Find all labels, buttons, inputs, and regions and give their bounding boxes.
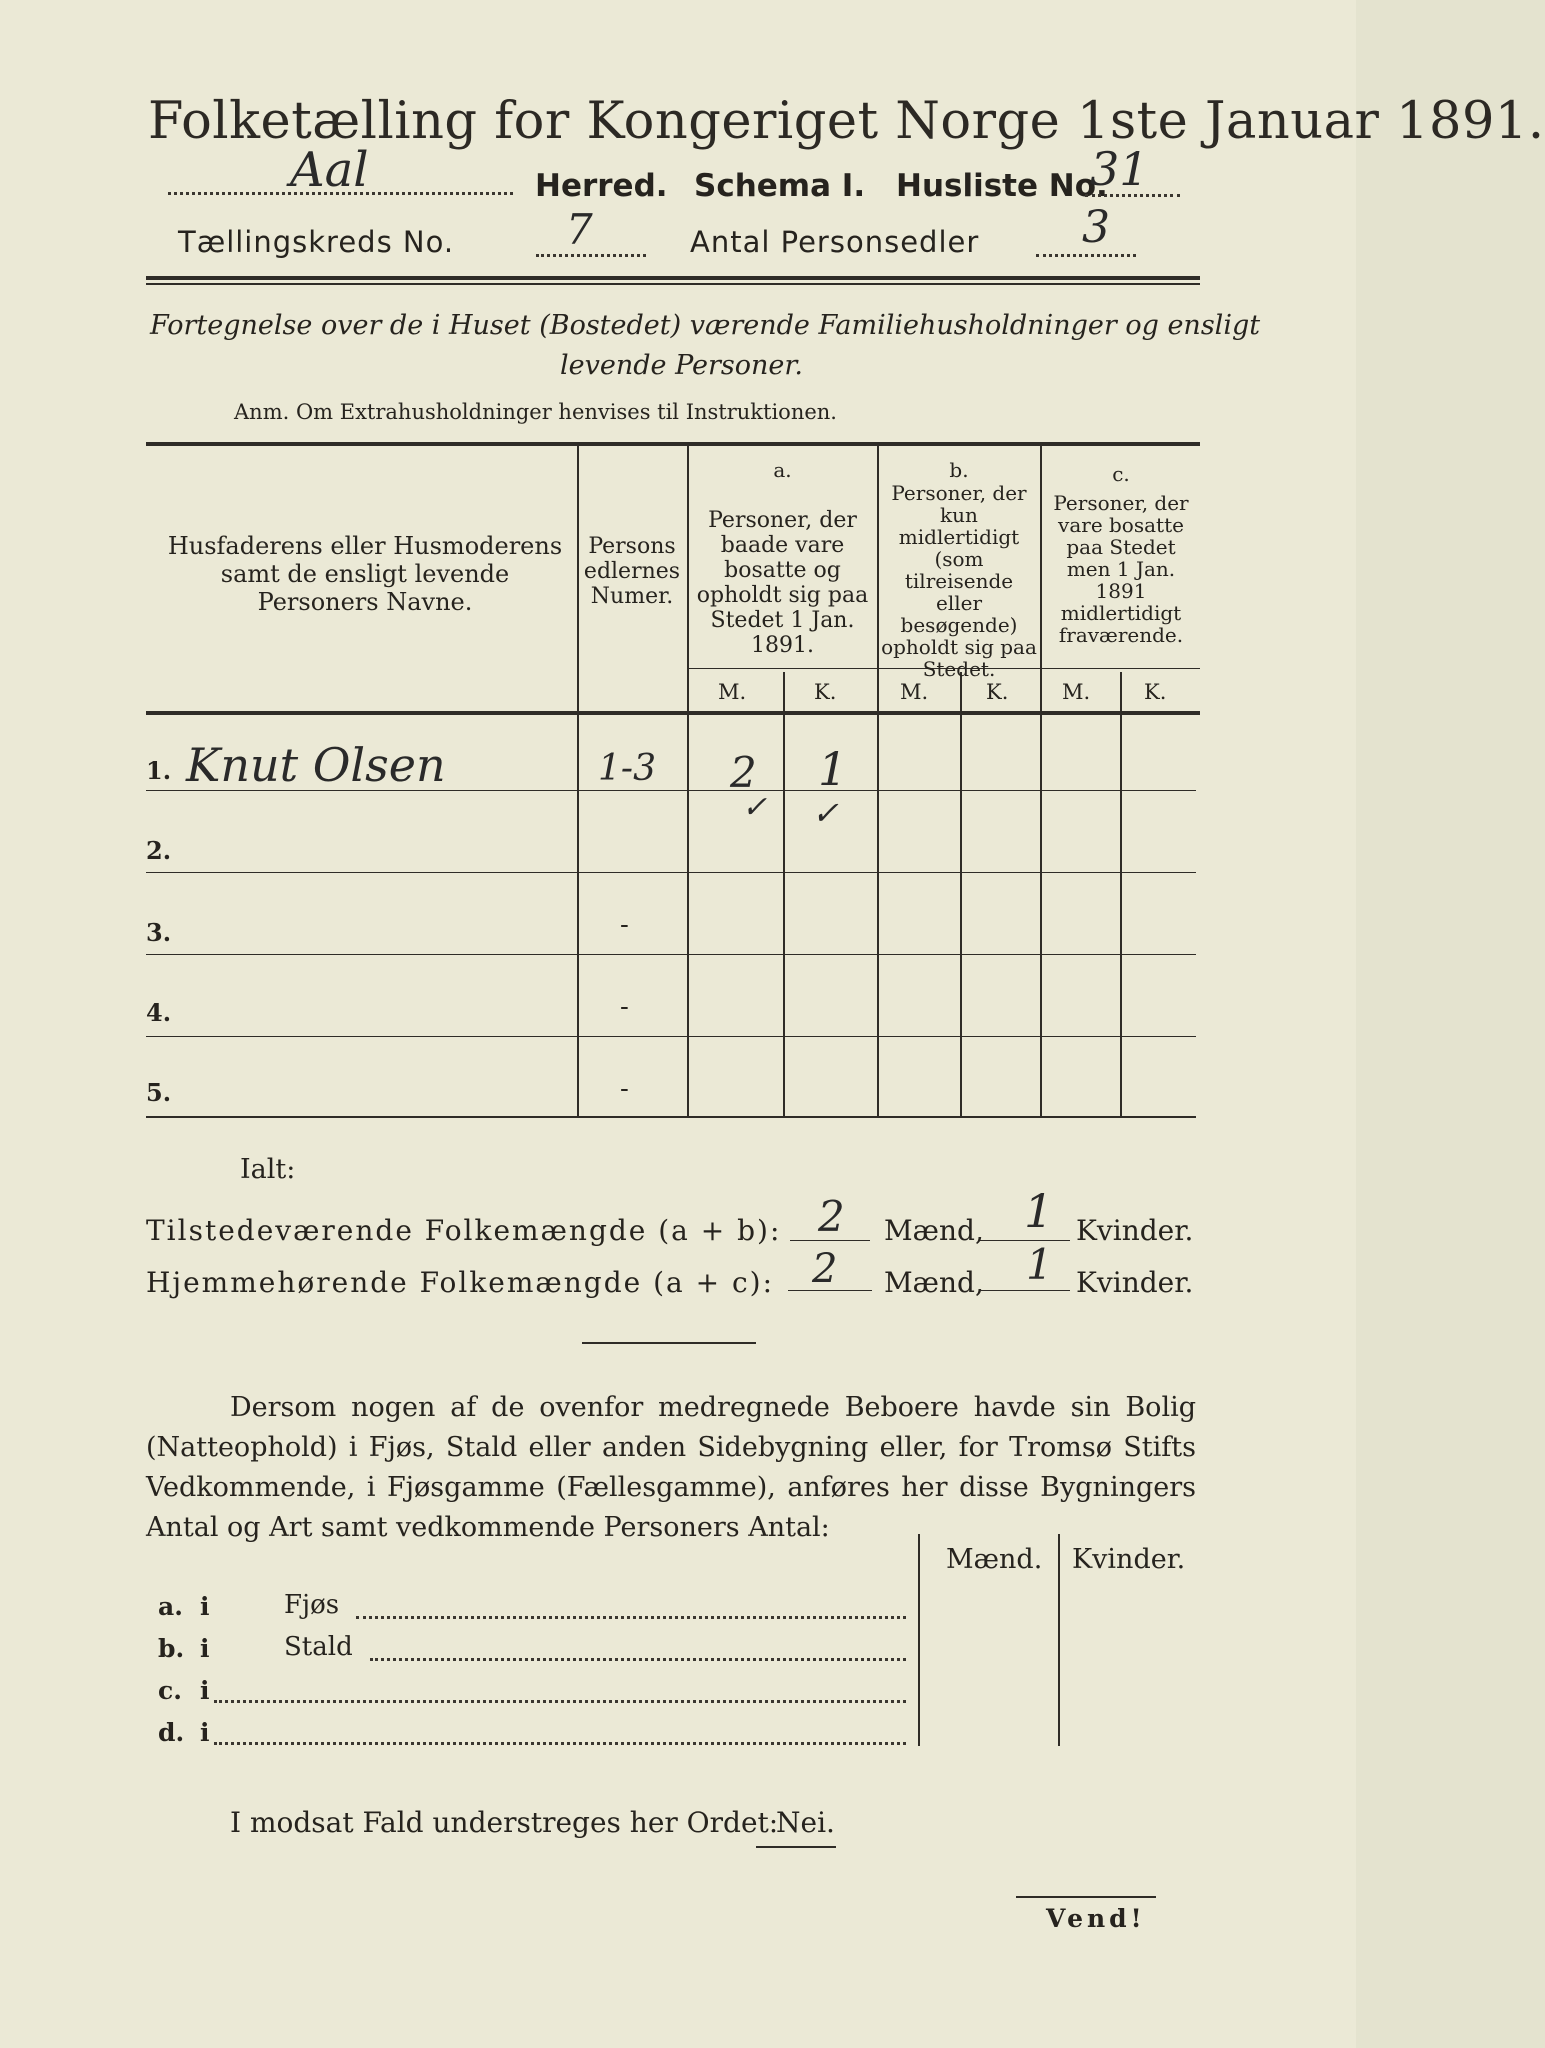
hjemme-label: Hjemmehørende Folkemængde (a + c): [146, 1266, 774, 1299]
row-personsedler-num[interactable]: - [620, 910, 629, 940]
row-a-m[interactable]: 2 [730, 748, 757, 797]
section-separator [582, 1342, 756, 1344]
row-number: 5. [146, 1078, 172, 1107]
hjemme-k-value[interactable]: 1 [1026, 1240, 1053, 1289]
anm-note: Anm. Om Extrahusholdninger henvises til Instruktionen. [234, 400, 837, 424]
vend-label: Vend! [1046, 1904, 1146, 1933]
row-number: 3. [146, 918, 172, 947]
item-letter: b. [158, 1634, 185, 1663]
row-a-k[interactable]: 1 [818, 742, 848, 796]
hjemme-k-line [980, 1290, 1070, 1291]
buildings-divider-2 [1058, 1534, 1060, 1746]
buildings-kvinder-header: Kvinder. [1072, 1544, 1186, 1575]
item-letter: a. [158, 1592, 183, 1621]
header-rule-thin [146, 283, 1200, 285]
header-a: Personer, der baade vare bosatte og opholdt sig paa Stedet 1 Jan. 1891. [696, 508, 869, 658]
col-divider-c-mk [1120, 672, 1122, 1116]
taellingskreds-label: Tællingskreds No. [178, 225, 455, 259]
item-prep: i [200, 1718, 210, 1747]
col-divider-a [877, 444, 879, 1116]
husliste-dotted-line [1085, 194, 1180, 197]
tilstede-kvinder: Kvinder. [1076, 1214, 1194, 1247]
header-names: Husfaderens eller Husmoderens samt de ensligt levende Personers Navne. [167, 532, 563, 616]
intro-line-1: Fortegnelse over de i Huset (Bostedet) værende Familiehusholdninger og ensligt [150, 310, 1261, 341]
header-rule [146, 276, 1200, 280]
row-number: 1. [146, 756, 172, 785]
row-name[interactable]: Knut Olsen [186, 738, 446, 792]
row-rule-2 [146, 872, 1196, 873]
tilstede-label: Tilstedeværende Folkemængde (a + b): [146, 1214, 782, 1247]
buildings-divider-1 [918, 1534, 920, 1746]
item-letter: c. [158, 1676, 182, 1705]
husliste-value[interactable]: 31 [1090, 142, 1149, 196]
tilstede-m-value[interactable]: 2 [818, 1192, 845, 1241]
modsat-text: I modsat Fald understreges her Ordet: [230, 1806, 779, 1839]
tilstede-maend: Mænd, [884, 1214, 984, 1247]
header-c-k: K. [1144, 680, 1167, 704]
vend-rule [1016, 1896, 1156, 1898]
item-prep: i [200, 1634, 210, 1663]
nei-underline [756, 1846, 836, 1848]
header-b-letter: b. [949, 458, 969, 482]
row-personsedler-num[interactable]: - [620, 1074, 629, 1104]
row-personsedler-num[interactable]: - [620, 992, 629, 1022]
col-divider-a-mk [783, 672, 785, 1116]
hjemme-maend: Mænd, [884, 1266, 984, 1299]
col-divider-names [577, 444, 579, 1116]
taellingskreds-value[interactable]: 7 [566, 205, 593, 254]
header-c: Personer, der vare bosatte paa Stedet men 1 Jan. 1891 midlertidigt fraværende. [1053, 491, 1189, 647]
nei-word[interactable]: Nei. [776, 1806, 835, 1839]
item-label: Stald [284, 1632, 353, 1662]
row-number: 4. [146, 998, 172, 1027]
buildings-paragraph: Dersom nogen af de ovenfor medregnede Beboere havde sin Bolig (Natteophold) i Fjøs, Stald eller anden Sidebygning eller, for Tromsø Stifts Vedkommende, i Fjøsgamme (Fællesgamme), anføres her disse Bygningers Antal og Art samt vedkommende Personers Antal: [146, 1392, 1196, 1543]
item-dotted-line [214, 1700, 906, 1703]
form-title: Folketælling for Kongeriget Norge 1ste Januar 1891. [148, 92, 1545, 151]
tilstede-k-line [980, 1240, 1070, 1241]
tilstede-k-value[interactable]: 1 [1024, 1184, 1054, 1238]
row-rule-3 [146, 954, 1196, 955]
col-divider-num [687, 444, 689, 1116]
header-b: Personer, der kun midlertidigt (som tilreisende eller besøgende) opholdt sig paa Stedet. [881, 481, 1037, 681]
header-b-m: M. [900, 680, 929, 704]
table-bottom-rule [146, 1116, 1196, 1118]
check-mark-icon: ✓ [812, 794, 839, 832]
schema-label: Schema I. [694, 168, 866, 204]
item-dotted-line [356, 1616, 906, 1619]
item-prep: i [200, 1676, 210, 1705]
item-dotted-line [370, 1658, 906, 1661]
item-label: Fjøs [284, 1590, 340, 1620]
hjemme-kvinder: Kvinder. [1076, 1266, 1194, 1299]
hjemme-m-value[interactable]: 2 [812, 1246, 838, 1292]
ialt-label: Ialt: [240, 1154, 296, 1185]
check-mark-icon: ✓ [742, 790, 768, 825]
header-c-m: M. [1062, 680, 1091, 704]
header-a-letter: a. [773, 458, 792, 482]
antal-dotted-line [1036, 254, 1136, 257]
antal-label: Antal Personsedler [690, 225, 980, 259]
row-personsedler-num[interactable]: 1-3 [598, 748, 656, 789]
intro-line-2: levende Personer. [560, 350, 803, 381]
col-divider-b-mk [960, 672, 962, 1116]
header-b-k: K. [986, 680, 1009, 704]
antal-value[interactable]: 3 [1082, 202, 1110, 253]
item-letter: d. [158, 1718, 185, 1747]
herred-label: Herred. [535, 168, 668, 204]
item-prep: i [200, 1592, 210, 1621]
taellingskreds-dotted-line [536, 254, 646, 257]
herred-value[interactable]: Aal [290, 142, 369, 198]
header-c-letter: c. [1112, 462, 1130, 486]
row-number: 2. [146, 836, 172, 865]
row-rule-4 [146, 1036, 1196, 1037]
header-a-k: K. [814, 680, 837, 704]
item-dotted-line [214, 1742, 906, 1745]
husliste-label: Husliste No. [896, 168, 1108, 204]
buildings-maend-header: Mænd. [946, 1544, 1043, 1575]
header-a-m: M. [718, 680, 747, 704]
header-personsedler: Personsedlernes Numer. [583, 534, 681, 609]
